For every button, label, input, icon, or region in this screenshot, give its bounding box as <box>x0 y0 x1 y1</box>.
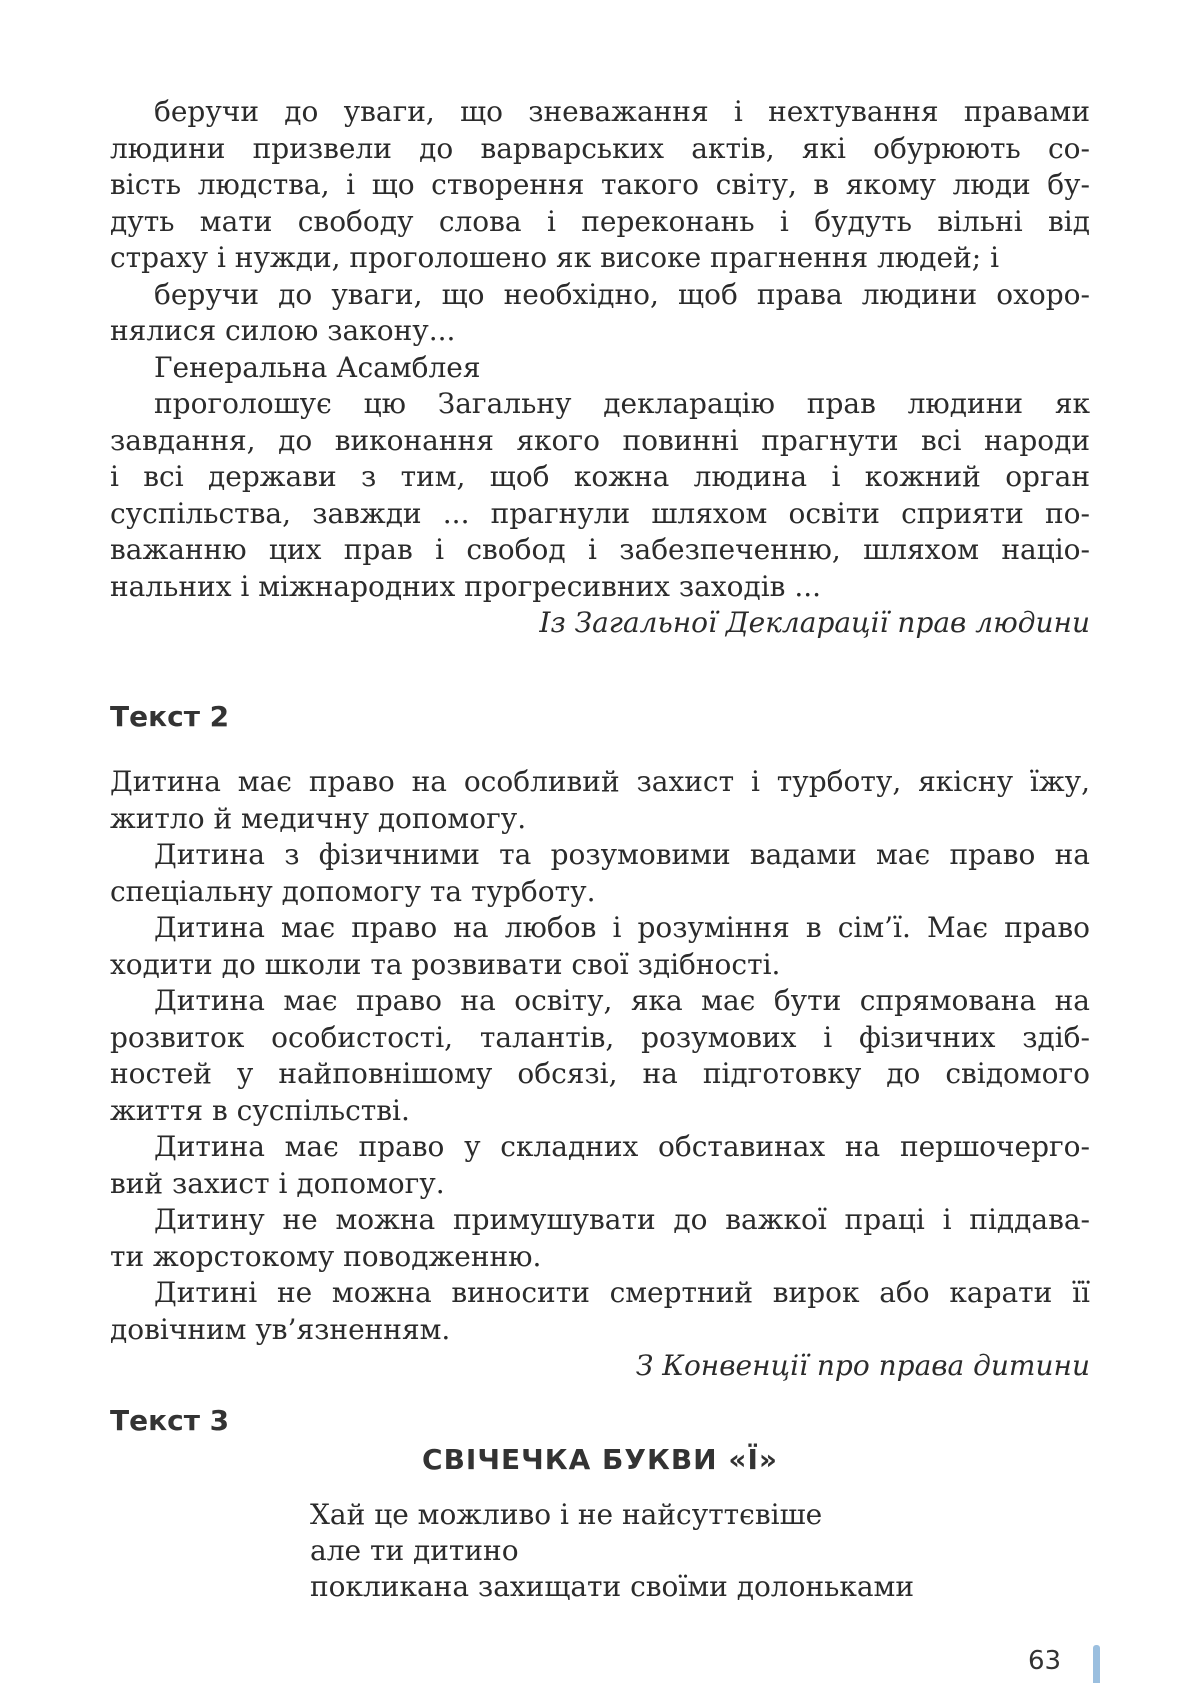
text-line: Дитина має право на любов і розуміння в сім’ї. Має право <box>154 911 1090 944</box>
text-line: розвиток особистості, талантів, розумових і фізичних здіб- <box>110 1020 1090 1054</box>
text-line: довічним ув’язненням. <box>110 1312 451 1346</box>
text-line: Дитину не можна примушувати до важкої праці і піддава- <box>154 1203 1090 1236</box>
text-line: житло й медичну допомогу. <box>110 801 527 835</box>
poem <box>310 1497 1070 1605</box>
text-line: беручи до уваги, що зневажання і нехтування правами <box>154 95 1090 128</box>
source-citation: Із Загальної Декларації прав людини <box>539 606 1090 639</box>
text-line: ходити до школи та розвивати свої здібності. <box>110 947 781 981</box>
text-line: дуть мати свободу слова і переконань і будуть вільні від <box>110 204 1090 238</box>
text-line: важанню цих прав і свобод і забезпеченню, шляхом націо- <box>110 533 1090 566</box>
text-line: вий захист і допомогу. <box>110 1166 445 1200</box>
text-line: проголошує цю Загальну декларацію прав людини як <box>154 387 1090 420</box>
text-line: страху і нужди, проголошено як високе прагнення людей; і <box>110 241 1000 274</box>
source-citation: З Конвенції про права дитини <box>635 1349 1090 1382</box>
text-line: Дитина з фізичними та розумовими вадами має право на <box>154 838 1090 871</box>
text-line: Дитина має право на особливий захист і турботу, якісну їжу, <box>110 765 1090 798</box>
text-line: завдання, до виконання якого повинні прагнути всі народи <box>110 423 1090 457</box>
poem-line: але ти дитино <box>310 1534 519 1567</box>
text-line: Дитині не можна виносити смертний вирок або карати її <box>154 1276 1090 1309</box>
text-line: життя в суспільстві. <box>110 1093 410 1127</box>
declaration-excerpt <box>110 94 1090 641</box>
section-heading: Текст 3 <box>110 1404 230 1437</box>
text-line: спеціальну допомогу та турботу. <box>110 874 596 908</box>
text-line: Дитина має право на освіту, яка має бути спрямована на <box>154 984 1090 1017</box>
section-heading: Текст 2 <box>110 700 230 733</box>
page-number: 63 <box>1028 1646 1062 1676</box>
text-line: беручи до уваги, що необхідно, щоб права людини охоро- <box>154 277 1090 311</box>
text-line: Генеральна Асамблея <box>154 350 481 384</box>
poem-line: покликана захищати своїми долоньками <box>310 1570 914 1603</box>
poem-line: Хай це можливо і не найсуттєвіше <box>310 1498 823 1531</box>
text-line: і всі держави з тим, щоб кожна людина і кожний орган <box>110 460 1090 493</box>
text-line: нялися силою закону... <box>110 314 456 347</box>
text-line: Дитина має право у складних обставинах на першочерго- <box>154 1130 1090 1163</box>
text-line: ностей у найповнішому обсязі, на підготовку до свідомого <box>110 1057 1090 1090</box>
convention-excerpt <box>110 764 1090 1384</box>
text-line: людини призвели до варварських актів, які обурюють со- <box>110 131 1090 165</box>
text-line: нальних і міжнародних прогресивних заходів ... <box>110 569 822 603</box>
page-edge-marker <box>1093 1645 1100 1683</box>
text-line: вість людства, і що створення такого світу, в якому люди бу- <box>110 168 1090 201</box>
poem-title: СВІЧЕЧКА БУКВИ «Ї» <box>422 1443 778 1476</box>
text-line: суспільства, завжди ... прагнули шляхом освіти сприяти по- <box>110 496 1090 530</box>
text-line: ти жорстокому поводженню. <box>110 1239 542 1273</box>
